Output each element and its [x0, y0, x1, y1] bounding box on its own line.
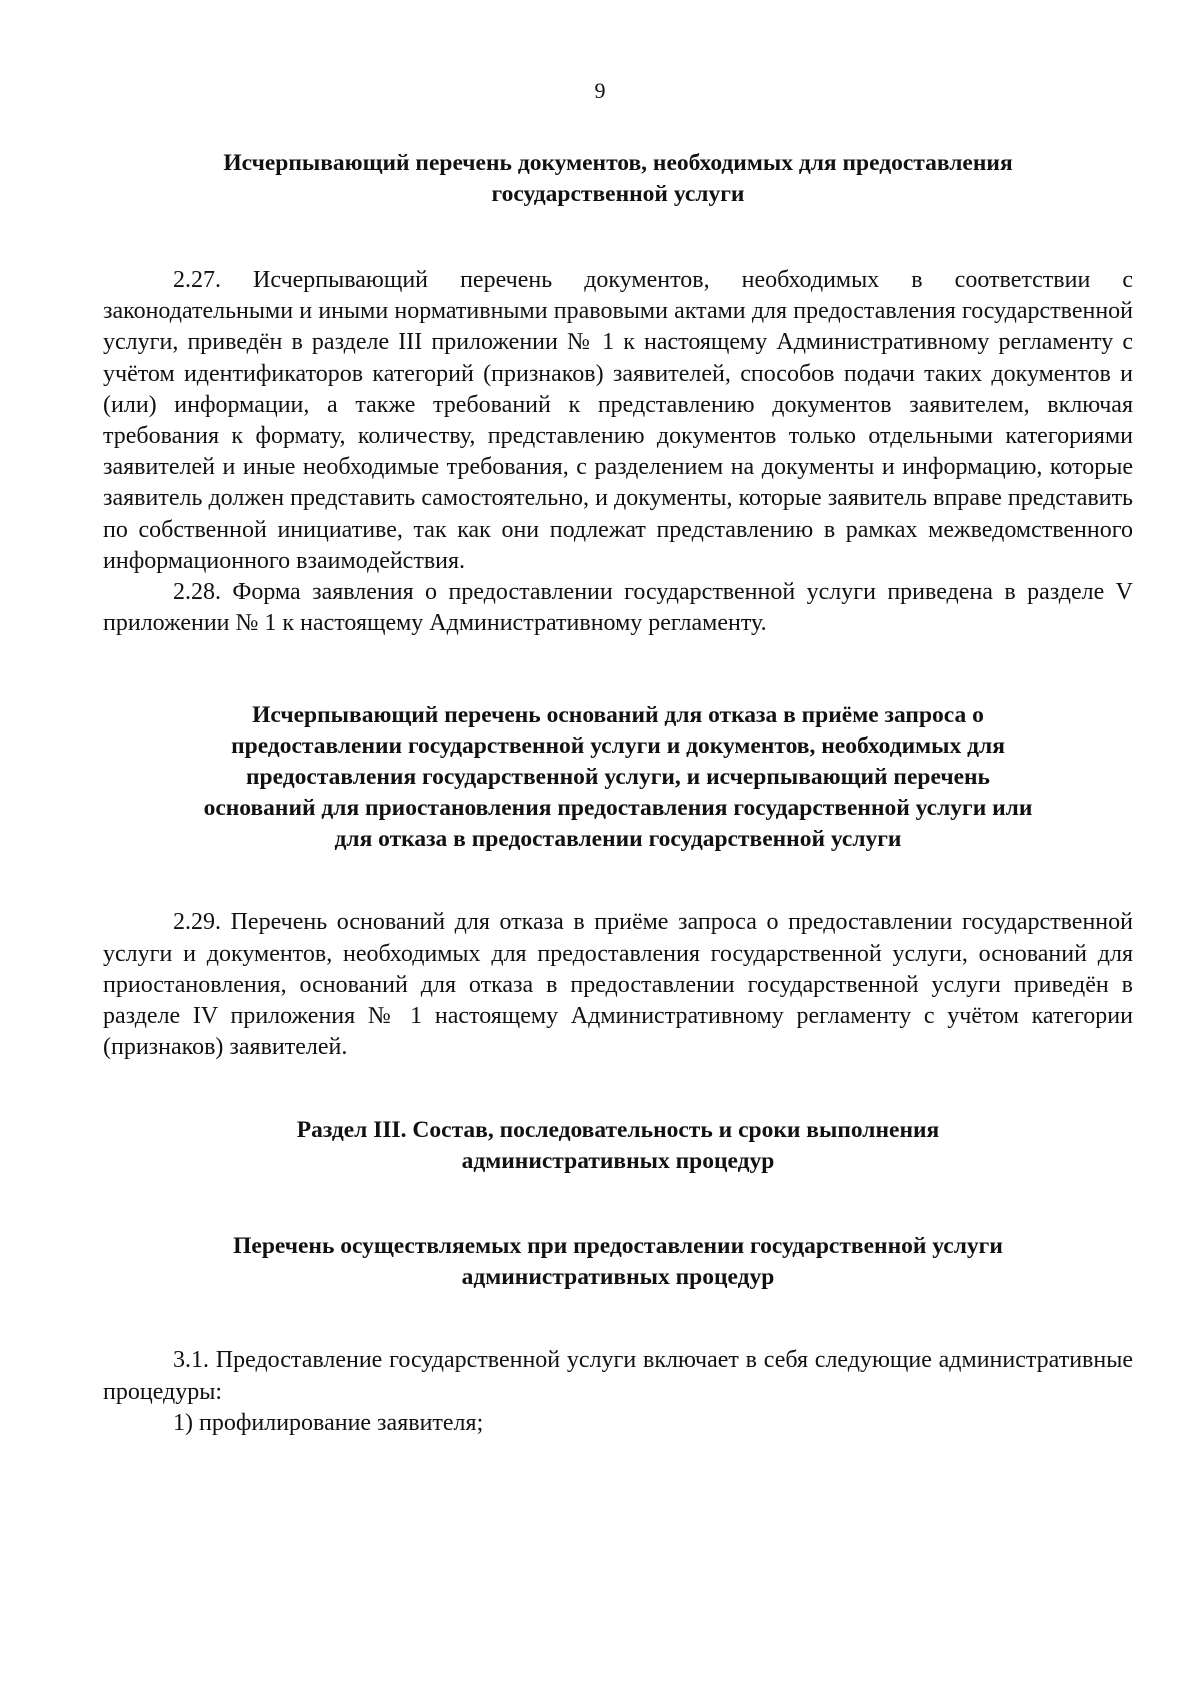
section-heading-documents-list [103, 148, 1133, 210]
heading-line: оснований для приостановления предоставления государственной услуги или [203, 795, 1033, 822]
section-heading-refusal-grounds [103, 700, 1133, 855]
heading-line: предоставлении государственной услуги и документов, необходимых для [231, 733, 1005, 760]
paragraph-2-29: 2.29. Перечень оснований для отказа в приёме запроса о предоставлении государственной услуги и документов, необходимых для предоставления государственной услуги, оснований для приостановления, оснований для отказа в предоставлении государственной услуги приведён в разделе IV приложения № 1 настоящему Административному регламенту с учётом категории (признаков) заявителей. [103, 909, 1133, 1061]
heading-line: административных процедур [461, 1264, 775, 1291]
document-content [103, 148, 1133, 1439]
heading-line: государственной услуги [491, 181, 745, 207]
paragraph-2-27: 2.27. Исчерпывающий перечень документов, необходимых в соответствии с законодательными и иными нормативными правовыми актами для предоставления государственной услуги, приведён в разделе III приложении № 1 к настоящему Административному регламенту с учётом идентификаторов категорий (признаков) заявителей, способов подачи таких документов и (или) информации, а также требований к представлению документов заявителем, включая требования к формату, количеству, представлению документов только отдельными категориями заявителей и иные необходимые требования, с разделением на документы и информацию, которые заявитель должен представить самостоятельно, и документы, которые заявитель вправе представить по собственной инициативе, так как они подлежат представлению в рамках межведомственного информационного взаимодействия. [103, 267, 1133, 574]
heading-line: Раздел III. Состав, последовательность и сроки выполнения [296, 1117, 940, 1144]
heading-line: для отказа в предоставлении государственной услуги [334, 826, 902, 853]
paragraph-2-28: 2.28. Форма заявления о предоставлении государственной услуги приведена в разделе V приложении № 1 к настоящему Административному регламенту. [103, 579, 1133, 637]
heading-line: Исчерпывающий перечень оснований для отказа в приёме запроса о [252, 702, 984, 729]
heading-line: предоставления государственной услуги, и исчерпывающий перечень [246, 764, 990, 791]
paragraph-3-1: 3.1. Предоставление государственной услуги включает в себя следующие административные процедуры: [103, 1347, 1133, 1405]
section-heading-part-iii [103, 1115, 1133, 1177]
list-item: 1) профилирование заявителя; [173, 1409, 484, 1436]
page-number: 9 [594, 78, 606, 103]
heading-line: Перечень осуществляемых при предоставлении государственной услуги [233, 1233, 1003, 1260]
heading-line: административных процедур [461, 1148, 775, 1175]
section-heading-procedures-list [103, 1231, 1133, 1293]
heading-line: Исчерпывающий перечень документов, необходимых для предоставления [223, 150, 1013, 176]
